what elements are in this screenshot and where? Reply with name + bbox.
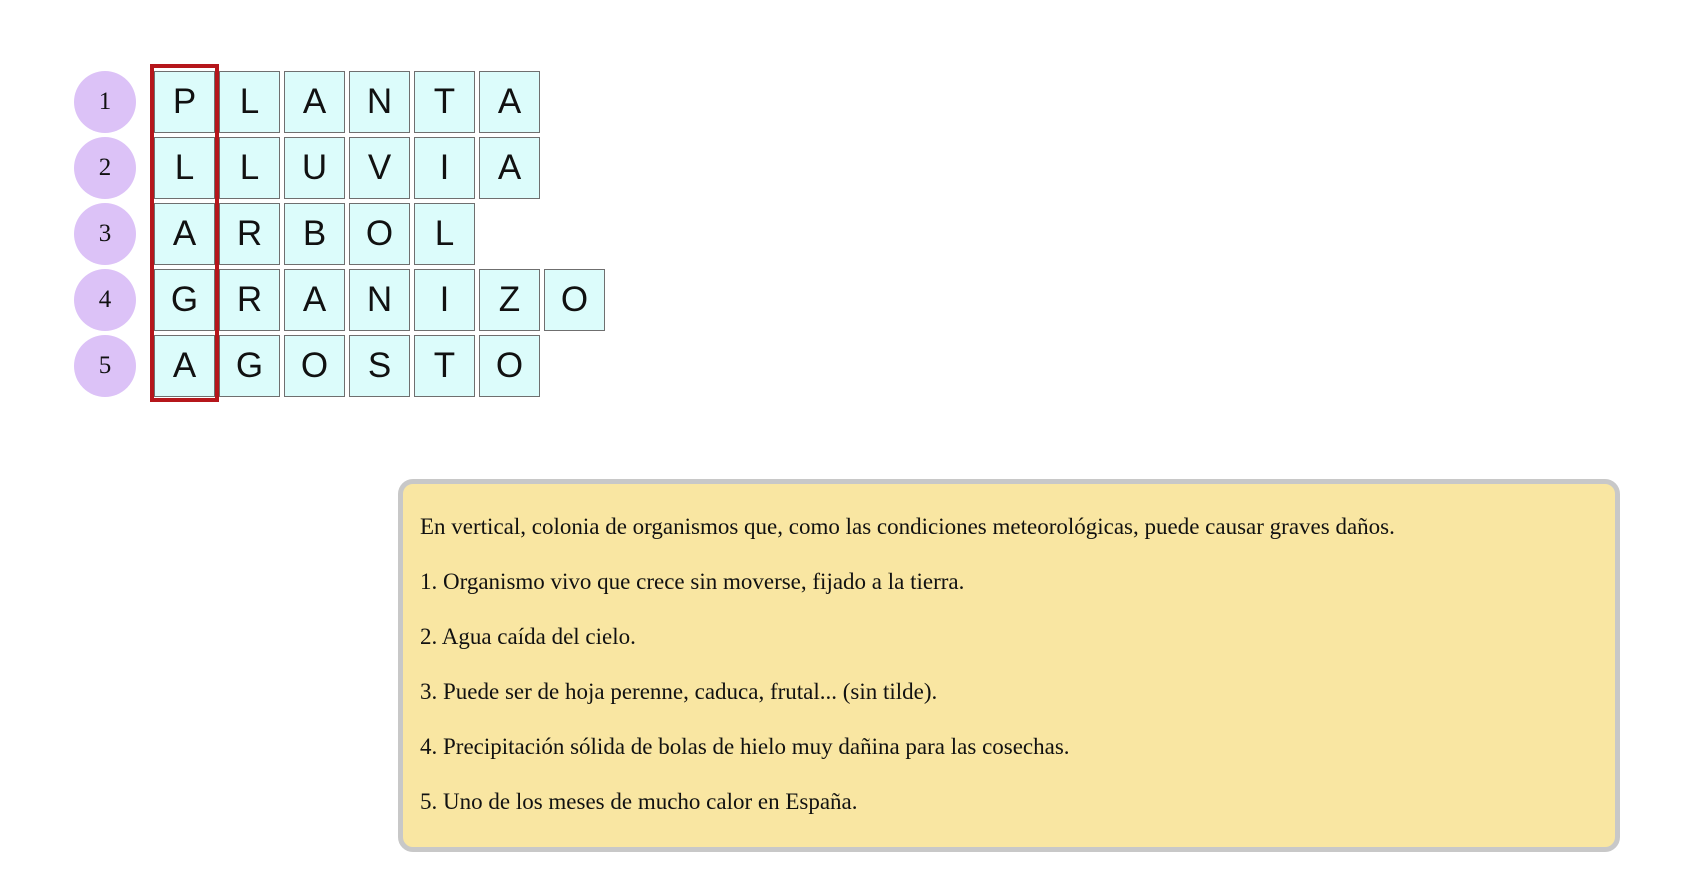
letter-cell-r1-c1[interactable]: P [154, 71, 215, 133]
row-number-4: 4 [74, 269, 136, 331]
letter-cell-r3-c5[interactable]: L [414, 203, 475, 265]
letter-cell-r3-c2[interactable]: R [219, 203, 280, 265]
letter-cell-r2-c5[interactable]: I [414, 137, 475, 199]
letter-cell-r5-c4[interactable]: S [349, 335, 410, 397]
row-number-3: 3 [74, 203, 136, 265]
letter-cell-r4-c7[interactable]: O [544, 269, 605, 331]
letter-cell-r2-c1[interactable]: L [154, 137, 215, 199]
clue-1: 1. Organismo vivo que crece sin moverse, fijado a la tierra. [420, 569, 965, 594]
letter-cell-r1-c6[interactable]: A [479, 71, 540, 133]
letter-cell-r5-c3[interactable]: O [284, 335, 345, 397]
clue-4: 4. Precipitación sólida de bolas de hielo muy dañina para las cosechas. [420, 734, 1070, 759]
letter-cell-r2-c4[interactable]: V [349, 137, 410, 199]
letter-cell-r3-c3[interactable]: B [284, 203, 345, 265]
letter-cell-r1-c5[interactable]: T [414, 71, 475, 133]
letter-cell-r4-c3[interactable]: A [284, 269, 345, 331]
clue-2: 2. Agua caída del cielo. [420, 624, 636, 649]
letter-cell-r5-c2[interactable]: G [219, 335, 280, 397]
letter-cell-r1-c4[interactable]: N [349, 71, 410, 133]
letter-cell-r2-c2[interactable]: L [219, 137, 280, 199]
letter-cell-r1-c3[interactable]: A [284, 71, 345, 133]
letter-cell-r2-c6[interactable]: A [479, 137, 540, 199]
letter-cell-r1-c2[interactable]: L [219, 71, 280, 133]
letter-cell-r2-c3[interactable]: U [284, 137, 345, 199]
letter-cell-r3-c1[interactable]: A [154, 203, 215, 265]
row-number-1: 1 [74, 71, 136, 133]
clue-vertical: En vertical, colonia de organismos que, como las condiciones meteorológicas, puede causar graves daños. [420, 514, 1395, 539]
letter-cell-r3-c4[interactable]: O [349, 203, 410, 265]
letter-cell-r5-c1[interactable]: A [154, 335, 215, 397]
letter-cell-r4-c2[interactable]: R [219, 269, 280, 331]
letter-cell-r5-c5[interactable]: T [414, 335, 475, 397]
letter-cell-r4-c1[interactable]: G [154, 269, 215, 331]
row-number-5: 5 [74, 335, 136, 397]
letter-cell-r5-c6[interactable]: O [479, 335, 540, 397]
row-number-2: 2 [74, 137, 136, 199]
crossword-grid [0, 0, 700, 420]
letter-cell-r4-c5[interactable]: I [414, 269, 475, 331]
letter-cell-r4-c4[interactable]: N [349, 269, 410, 331]
clues-panel [398, 479, 1620, 852]
letter-cell-r4-c6[interactable]: Z [479, 269, 540, 331]
clue-5: 5. Uno de los meses de mucho calor en España. [420, 789, 858, 814]
clue-3: 3. Puede ser de hoja perenne, caduca, frutal... (sin tilde). [420, 679, 938, 704]
